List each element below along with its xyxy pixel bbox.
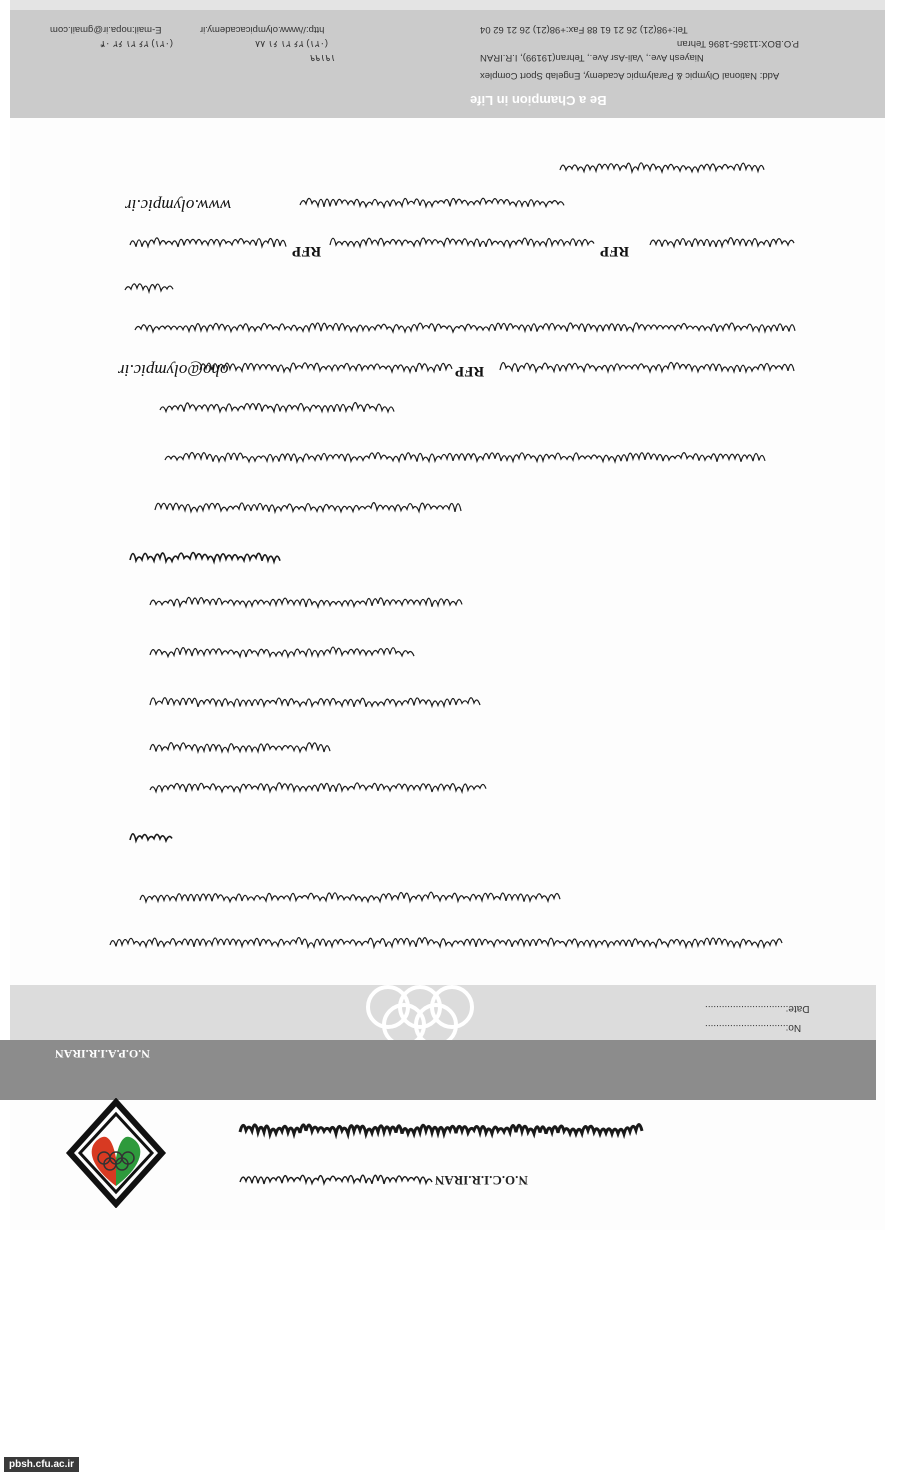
handwriting-stroke xyxy=(150,597,462,607)
rfp-text: RFP xyxy=(600,243,630,259)
rfp-text: RFP xyxy=(292,243,322,259)
tel-fa: (۰۲۱) ۲۶ ۲۱ ۶۱ ۸۸ xyxy=(255,38,329,49)
phone-fax-line: Tel:+98(21) 26 21 61 88 Fax:+98(21) 26 21 62 04 xyxy=(480,24,688,35)
handwriting-stroke xyxy=(130,834,172,841)
postal-code-fa: ۱۹۱۹۹ xyxy=(310,52,336,63)
street-line: Niayesh Ave., Vali-Asr Ave., Tehran(19199), I.R.IRAN xyxy=(480,52,704,63)
handwriting-stroke xyxy=(300,198,564,207)
handwriting-stroke xyxy=(165,453,765,462)
website-link: http://www.olympicacademy.ir xyxy=(200,24,325,35)
handwriting-stroke xyxy=(200,363,452,372)
handwriting-stroke xyxy=(130,238,286,247)
handwriting-stroke xyxy=(560,163,764,172)
handwriting-stroke xyxy=(155,503,461,512)
handwriting-stroke xyxy=(130,553,280,562)
handwriting-stroke xyxy=(240,1175,432,1184)
noc-label: N.O.C.I.R.IRAN xyxy=(435,1173,528,1188)
handwriting-stroke xyxy=(150,743,330,752)
handwriting-stroke xyxy=(150,783,486,792)
handwriting-stroke xyxy=(135,323,795,332)
rfp-text: RFP xyxy=(455,363,485,379)
handwriting-stroke xyxy=(500,362,794,372)
noc-iran-logo xyxy=(62,1098,170,1208)
email-link: E-mail:nopa.ir@gmail.com xyxy=(50,24,162,35)
address-line: Add: National Olympic & Paralympic Academy, Engelab Sport Complex xyxy=(480,70,780,81)
watermark: pbsh.cfu.ac.ir xyxy=(4,1457,79,1472)
handwriting-stroke xyxy=(330,238,594,247)
handwriting-stroke xyxy=(110,938,782,947)
handwriting-stroke xyxy=(150,647,414,657)
handwriting-stroke xyxy=(140,892,560,902)
slogan: Be a Champion in Life xyxy=(470,93,607,108)
date-field: Date:............................. xyxy=(705,1003,810,1014)
handwriting-stroke xyxy=(650,238,794,247)
handwriting-stroke xyxy=(125,284,173,292)
number-field: No:............................. xyxy=(705,1022,802,1033)
website-text: www.olympic.ir xyxy=(125,196,232,215)
nopa-label: N.O.P.A.I.R.IRAN xyxy=(55,1047,150,1061)
handwriting-stroke xyxy=(160,403,394,412)
handwriting-stroke xyxy=(240,1125,642,1134)
fax-fa: (۰۲۱) ۲۶ ۲۱ ۶۲ ۰۴ xyxy=(100,38,174,49)
pobox-line: P.O.BOX:11365-1896 Tehran xyxy=(677,38,800,49)
handwriting-stroke xyxy=(150,698,480,707)
olympic-rings-icon xyxy=(360,985,480,1045)
email-text: oho@olympic.ir xyxy=(118,361,229,380)
